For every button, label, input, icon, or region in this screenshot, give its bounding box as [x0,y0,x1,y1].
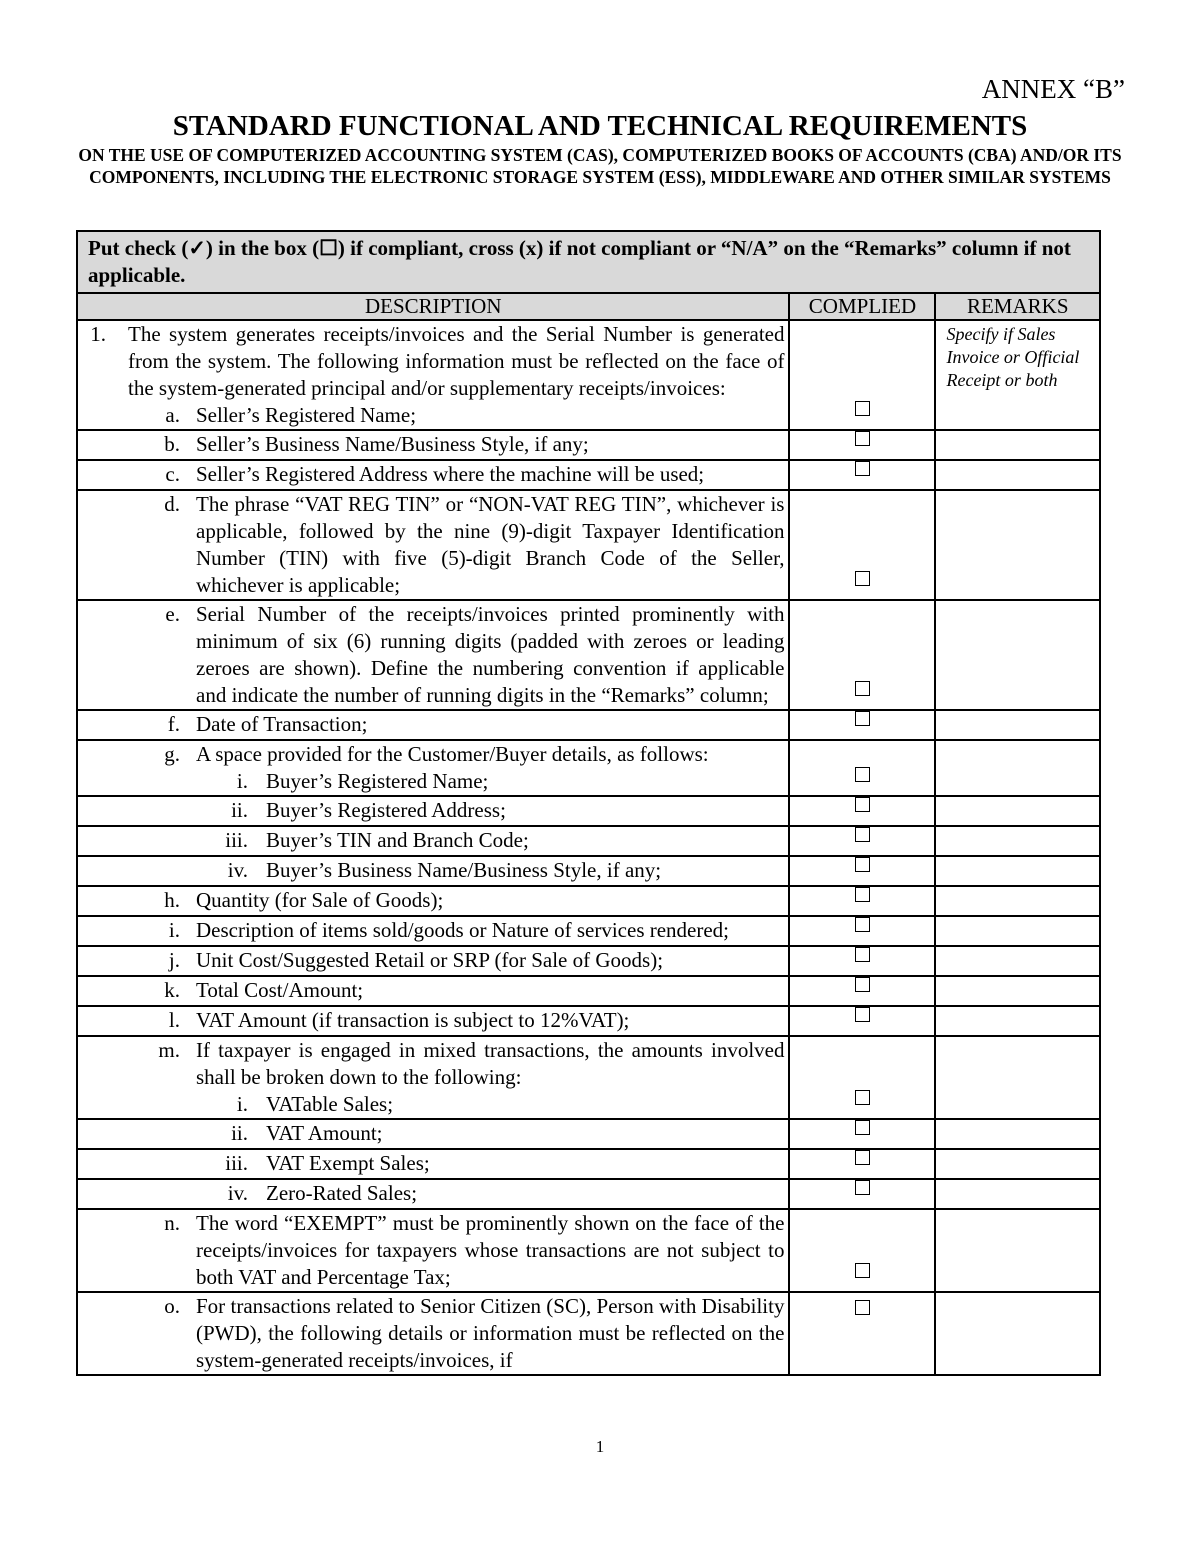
item-text: A space provided for the Customer/Buyer details, as follows: [196,742,709,766]
remarks-cell[interactable] [935,796,1100,826]
table-row [77,1036,1100,1119]
remarks-cell[interactable] [935,1119,1100,1149]
item-label: b. [164,432,180,456]
annex-label: ANNEX “B” [981,74,1125,104]
item-text: VAT Exempt Sales; [266,1151,430,1175]
table-row [77,886,1100,916]
item-label: k. [164,978,180,1002]
checkbox[interactable] [855,827,870,842]
checkbox[interactable] [855,917,870,932]
item-text: Zero-Rated Sales; [266,1181,418,1205]
item-text: Buyer’s Business Name/Business Style, if any; [266,858,662,882]
item-label: l. [168,1008,180,1032]
item-label: i. [236,769,248,793]
table-row [77,1006,1100,1036]
item-text: Buyer’s TIN and Branch Code; [266,828,529,852]
item-text: Buyer’s Registered Name; [266,769,489,793]
page-number: 1 [595,1437,605,1456]
checkbox[interactable] [855,1263,870,1278]
remarks-cell[interactable] [935,1292,1100,1375]
item-label: i. [168,918,180,942]
checkbox[interactable] [855,461,870,476]
table-row [77,430,1100,460]
item-text: Quantity (for Sale of Goods); [196,888,444,912]
document-subtitle: ON THE USE OF COMPUTERIZED ACCOUNTING SYSTEM (CAS), COMPUTERIZED BOOKS OF ACCOUNTS (CBA) AND/OR ITS COMPONENTS, INCLUDING THE ELECTRONIC STORAGE SYSTEM (ESS), MIDDLEWARE AND OTHER SIMILAR SYSTEMS [78,145,1122,187]
checkbox[interactable] [855,1150,870,1165]
table-row [77,320,1100,430]
table-row [77,460,1100,490]
item-text: The phrase “VAT REG TIN” or “NON-VAT REG TIN”, whichever is applicable, followed by the nine (9)-digit Taxpayer Identification Number (TIN) with five (5)-digit Branch Code of the Seller, whichever is applicable; [196,492,785,597]
requirements-table [76,230,1101,1376]
item-label: iii. [225,1151,248,1175]
remarks-cell[interactable] [935,826,1100,856]
remarks-cell[interactable] [935,1149,1100,1179]
table-row [77,916,1100,946]
checkbox[interactable] [855,571,870,586]
checkbox[interactable] [855,1180,870,1195]
item-text: Serial Number of the receipts/invoices printed prominently with minimum of six (6) running digits (padded with zeroes or leading zeroes are shown). Define the numbering convention if applicable and indicate the number of running digits in the “Remarks” column; [196,602,785,707]
item-text: Total Cost/Amount; [196,978,364,1002]
item-label: ii. [231,798,248,822]
item-text: Unit Cost/Suggested Retail or SRP (for Sale of Goods); [196,948,664,972]
item-label: i. [236,1092,248,1116]
checkbox[interactable] [855,1090,870,1105]
table-row [77,1119,1100,1149]
table-row [77,600,1100,710]
item-text: Seller’s Registered Name; [196,403,417,427]
checkbox[interactable] [855,681,870,696]
remarks-cell[interactable] [935,710,1100,740]
table-row [77,740,1100,796]
item-text: Description of items sold/goods or Nature of services rendered; [196,918,730,942]
remarks-cell[interactable] [935,740,1100,796]
checkbox[interactable] [855,887,870,902]
item-label: c. [165,462,180,486]
item-label: j. [168,948,180,972]
table-row [77,1149,1100,1179]
remarks-cell[interactable] [935,600,1100,710]
table-row [77,856,1100,886]
remarks-cell[interactable] [935,1209,1100,1292]
item-text: If taxpayer is engaged in mixed transactions, the amounts involved shall be broken down to the following: [196,1038,785,1089]
remarks-text: Specify if Sales Invoice or Official Receipt or both [946,324,1080,390]
remarks-cell[interactable] [935,946,1100,976]
item-label: h. [164,888,180,912]
item-label: ii. [231,1121,248,1145]
column-header-remarks: REMARKS [935,293,1100,320]
remarks-cell[interactable] [935,1179,1100,1209]
remarks-cell[interactable] [935,976,1100,1006]
item-text: The word “EXEMPT” must be prominently shown on the face of the receipts/invoices for taxpayers whose transactions are not subject to both VAT and Percentage Tax; [196,1211,785,1289]
item-label: f. [167,712,180,736]
checkbox[interactable] [855,767,870,782]
item-text: VATable Sales; [266,1092,394,1116]
item-text: Buyer’s Registered Address; [266,798,506,822]
remarks-cell[interactable] [935,856,1100,886]
remarks-cell[interactable] [935,460,1100,490]
item-text: VAT Amount; [266,1121,383,1145]
checkbox[interactable] [855,797,870,812]
table-row [77,1179,1100,1209]
item-text: Date of Transaction; [196,712,368,736]
item-text: Seller’s Registered Address where the machine will be used; [196,462,705,486]
item-text: VAT Amount (if transaction is subject to 12%VAT); [196,1008,630,1032]
checkbox[interactable] [855,431,870,446]
column-header-complied: COMPLIED [789,293,935,320]
checkbox[interactable] [855,401,870,416]
item-label: o. [164,1294,180,1318]
table-row [77,826,1100,856]
table-row [77,976,1100,1006]
item-label: iv. [227,858,248,882]
remarks-cell[interactable] [935,916,1100,946]
checkbox[interactable] [855,1007,870,1022]
table-row [77,796,1100,826]
checkbox[interactable] [855,947,870,962]
item-label: iii. [225,828,248,852]
table-row [77,946,1100,976]
checkbox[interactable] [855,1300,870,1315]
remarks-cell[interactable] [935,1036,1100,1119]
item-text: For transactions related to Senior Citizen (SC), Person with Disability (PWD), the following details or information must be reflected on the system-generated receipts/invoices, if [196,1294,785,1372]
item-label: d. [164,492,180,516]
instruction-row: Put check (✓) in the box (☐) if compliant, cross (x) if not compliant or “N/A” on the “Remarks” column if not applicable. [77,231,1100,293]
checkbox[interactable] [855,857,870,872]
item-label: iv. [227,1181,248,1205]
remarks-cell[interactable] [935,430,1100,460]
table-row [77,1209,1100,1292]
column-header-description: DESCRIPTION [77,293,789,320]
item-text: The system generates receipts/invoices and the Serial Number is generated from the system. The following information must be reflected on the face of the system-generated principal and/or supplementary receipts/invoices: [128,322,785,400]
table-row [77,1292,1100,1375]
item-label: a. [165,403,180,427]
remarks-cell[interactable] [935,490,1100,600]
remarks-cell[interactable] [935,1006,1100,1036]
checkbox[interactable] [855,711,870,726]
document-title: STANDARD FUNCTIONAL AND TECHNICAL REQUIREMENTS [172,110,1028,142]
remarks-cell[interactable] [935,886,1100,916]
item-label: n. [164,1211,180,1235]
table-row [77,490,1100,600]
item-label: g. [164,742,180,766]
checkbox[interactable] [855,977,870,992]
item-label: e. [165,602,180,626]
item-label: 1. [90,322,106,346]
table-row [77,710,1100,740]
item-text: Seller’s Business Name/Business Style, if any; [196,432,589,456]
item-label: m. [158,1038,180,1062]
checkbox[interactable] [855,1120,870,1135]
